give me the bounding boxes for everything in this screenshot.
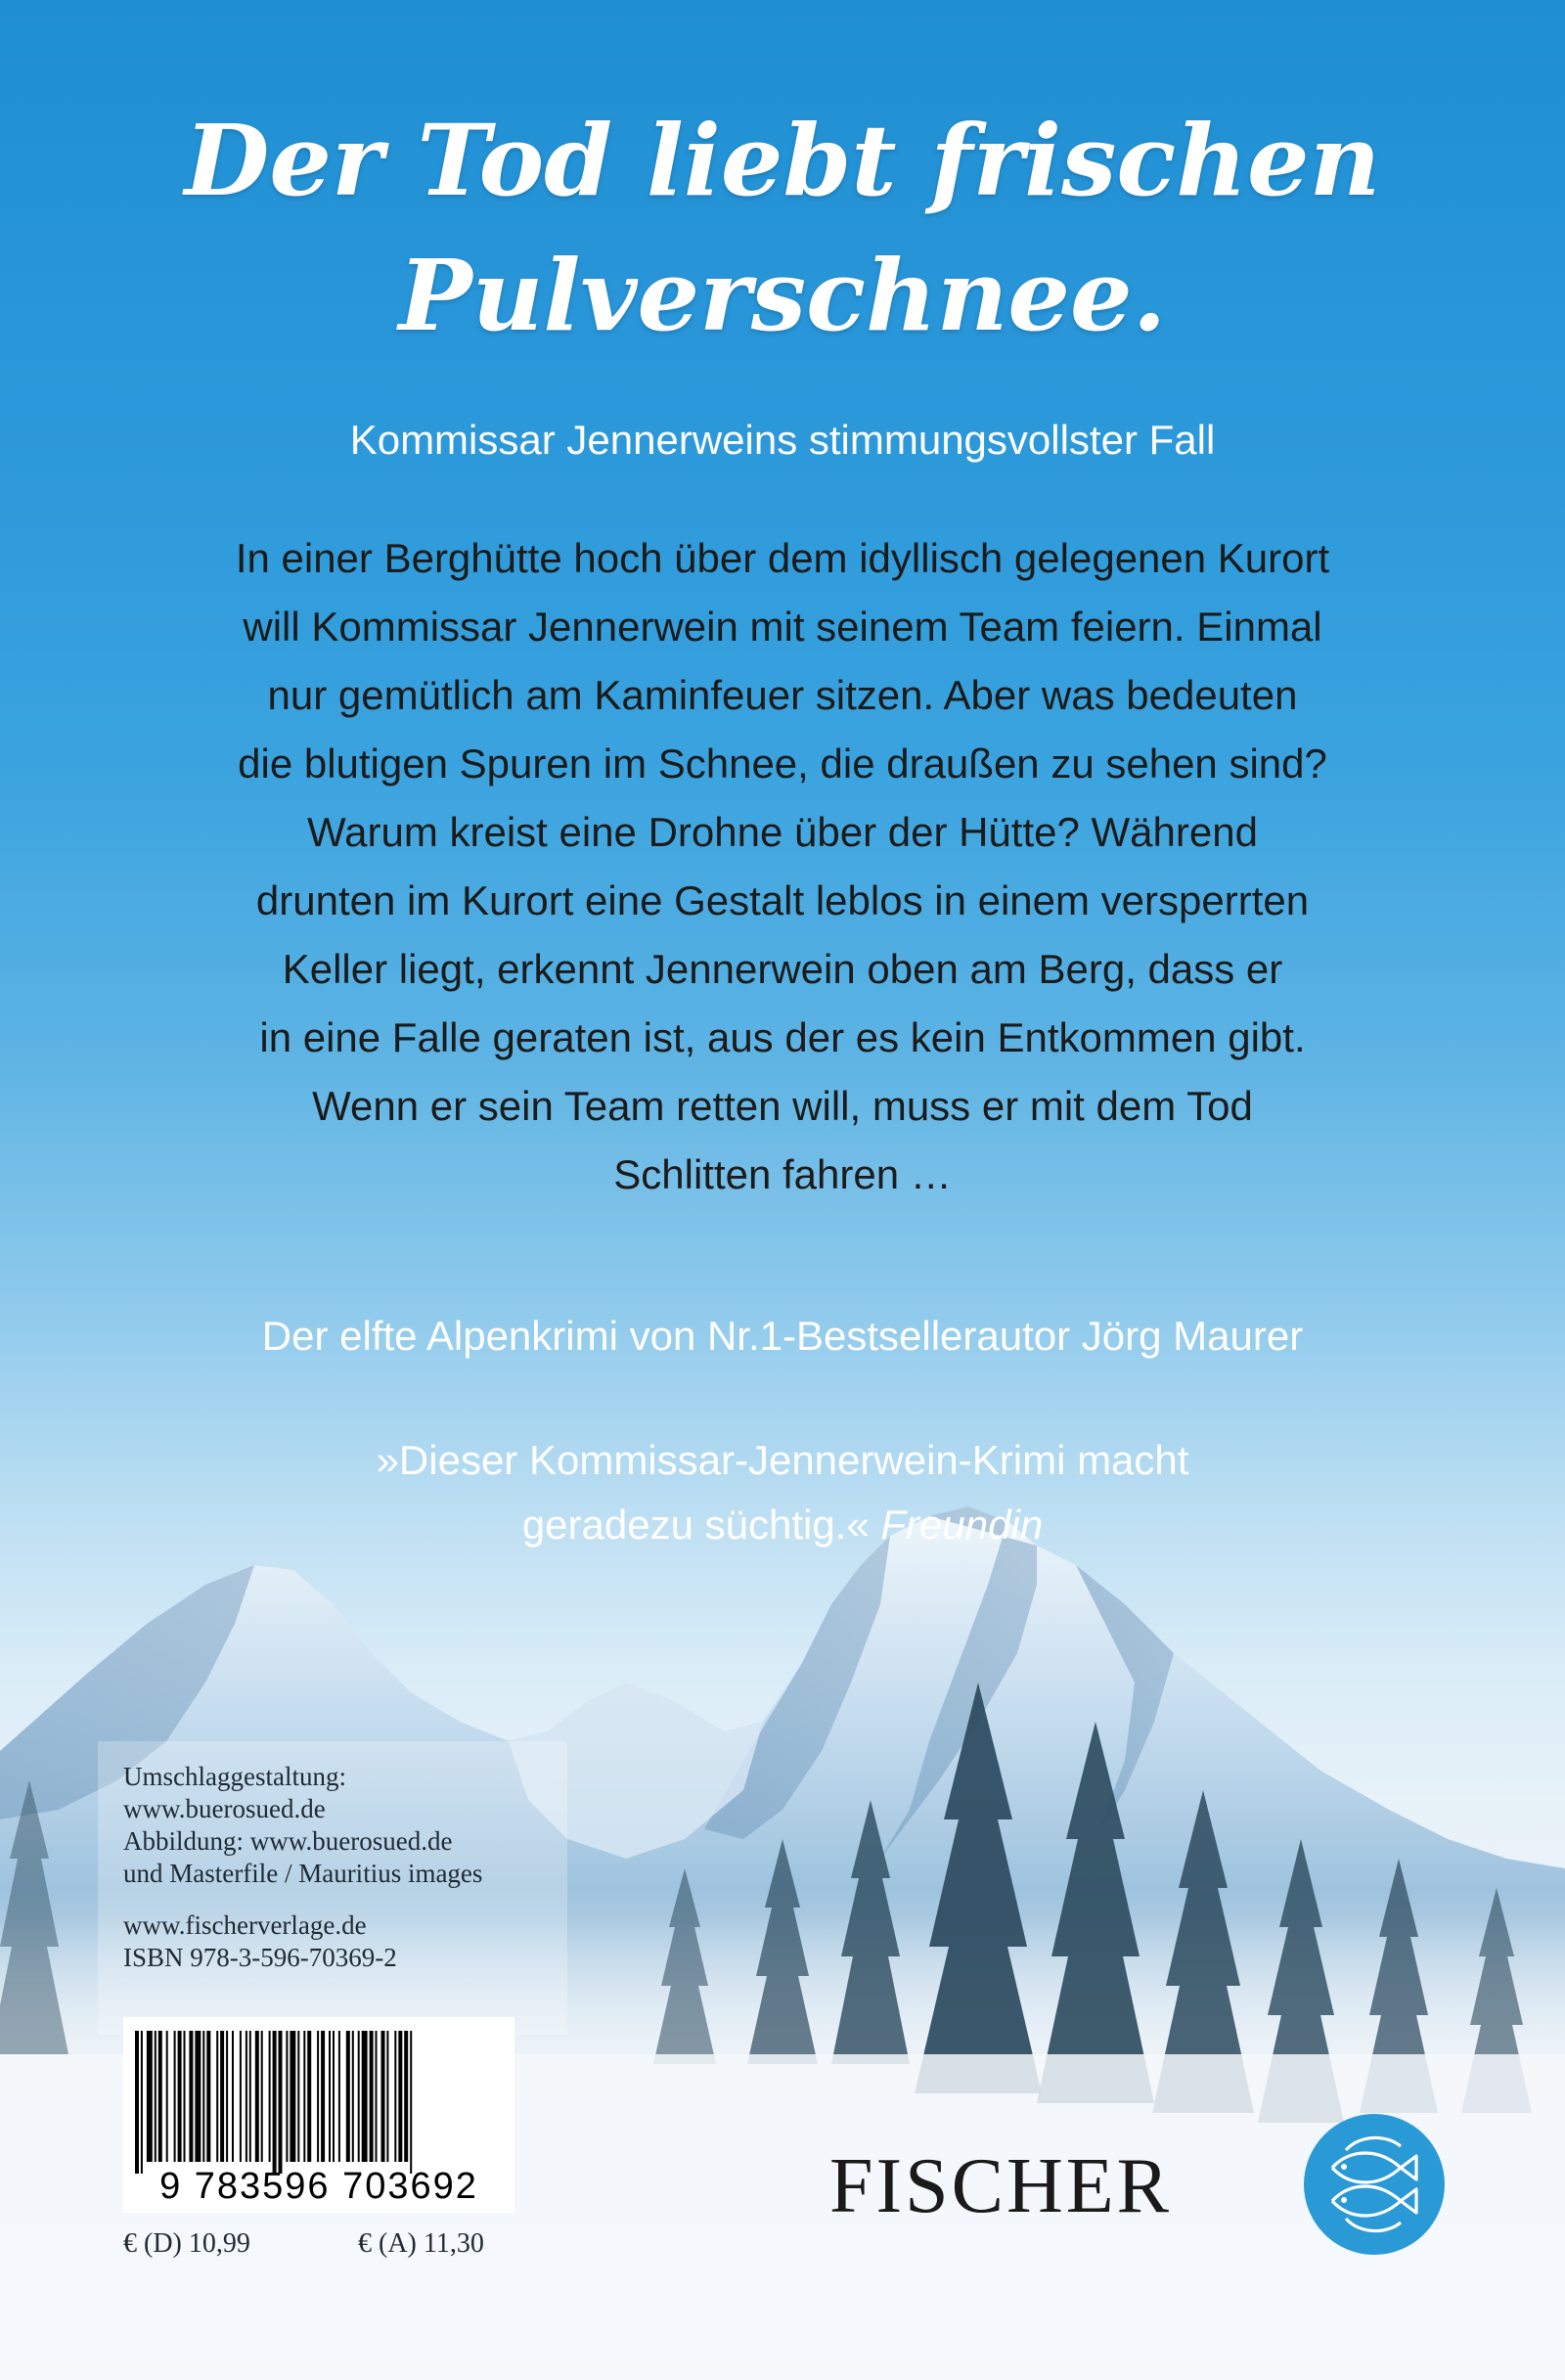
quote-text: geradezu süchtig.« (521, 1502, 870, 1548)
barcode-bar (166, 2031, 168, 2162)
isbn: ISBN 978-3-596-70369-2 (123, 1943, 397, 1972)
barcode-bar (317, 2031, 319, 2162)
barcode-bar (240, 2031, 242, 2162)
barcode-bar (362, 2031, 368, 2162)
headline-line: Pulverschnee. (398, 238, 1167, 353)
barcode-bar (189, 2031, 193, 2162)
image-credits (123, 1761, 482, 1974)
barcode-bar (141, 2031, 143, 2174)
price-austria: € (A) 11,30 (358, 2228, 484, 2259)
barcode-bar (261, 2031, 263, 2162)
barcode-bar (303, 2031, 305, 2162)
barcode-bar (174, 2031, 176, 2162)
blurb-line: Wenn er sein Team retten will, muss er mit dem Tod (312, 1083, 1253, 1129)
barcode-bar (158, 2031, 162, 2162)
blurb-line: drunten im Kurort eine Gestalt leblos in einem versperrten (255, 877, 1310, 923)
subtitle: Kommissar Jennerweins stimmungsvollster Fall (349, 417, 1216, 463)
blurb-line: will Kommissar Jennerwein mit seinem Team feiern. Einmal (243, 604, 1322, 650)
barcode-bar (220, 2031, 224, 2162)
publisher-name: FISCHER (829, 2143, 1172, 2229)
barcode-bar (216, 2031, 218, 2162)
review-quote (0, 1428, 1565, 1557)
barcode-bar (279, 2031, 283, 2174)
barcode-bar (352, 2031, 354, 2162)
headline-line: Der Tod liebt frischen (184, 103, 1381, 218)
barcode-bar (404, 2031, 408, 2162)
barcode-bar (307, 2031, 311, 2162)
blurb-line: Keller liegt, erkennt Jennerwein oben am Berg, dass er (282, 946, 1283, 992)
blurb-line: in eine Falle geraten ist, aus der es kein Entkommen gibt. (259, 1014, 1306, 1060)
barcode-bar (269, 2031, 271, 2162)
barcode-bar (333, 2031, 335, 2162)
blurb-line: Warum kreist eine Drohne über der Hütte? Während (307, 809, 1258, 855)
spacer (123, 1890, 482, 1909)
barcode-bar (358, 2031, 360, 2162)
barcode-digits: 9 783596 703692 (159, 2166, 478, 2207)
barcode-bar (329, 2031, 331, 2162)
blurb-text (117, 524, 1448, 1209)
barcode-bar (178, 2031, 182, 2162)
credit-line: www.buerosued.de (123, 1794, 326, 1823)
barcode-bar (398, 2031, 402, 2162)
barcode-bar (297, 2031, 299, 2162)
fischer-fish-logo-icon (1303, 2113, 1446, 2256)
barcode-bar (135, 2031, 139, 2174)
barcode-bar (206, 2031, 210, 2162)
barcode-bar (394, 2031, 396, 2162)
barcode-bar (195, 2031, 201, 2162)
barcode-bar (184, 2031, 186, 2162)
barcode-bar (381, 2031, 385, 2162)
barcode-bar (376, 2031, 378, 2162)
series-line: Der elfte Alpenkrimi von Nr.1-Bestsellerautor Jörg Maurer (261, 1313, 1304, 1359)
barcode-bar (286, 2031, 288, 2162)
barcode (123, 2017, 514, 2213)
barcode-bar (290, 2031, 295, 2162)
barcode-bar (226, 2031, 228, 2162)
barcode-bar (155, 2031, 156, 2162)
price-germany: € (D) 10,99 (123, 2228, 250, 2259)
barcode-bar (346, 2031, 350, 2162)
quote-line-1: »Dieser Kommissar-Jennerwein-Krimi macht (376, 1437, 1189, 1483)
credit-line: und Masterfile / Mauritius images (123, 1859, 483, 1888)
barcode-bar (232, 2031, 234, 2162)
barcode-bar (202, 2031, 204, 2162)
barcode-bar (249, 2031, 251, 2162)
barcode-bar (338, 2031, 340, 2162)
blurb-line: Schlitten fahren … (613, 1151, 952, 1197)
quote-source: Freundin (880, 1502, 1044, 1548)
barcode-bar (246, 2031, 247, 2162)
barcode-bar (255, 2031, 259, 2162)
credit-line: Umschlaggestaltung: (123, 1762, 346, 1791)
barcode-bar (386, 2031, 388, 2162)
barcode-bar (370, 2031, 374, 2162)
barcode-bar (147, 2031, 153, 2162)
quote-line-2 (0, 1493, 1565, 1557)
barcode-bar (410, 2031, 412, 2174)
blurb-line: die blutigen Spuren im Schnee, die draußen zu sehen sind? (238, 741, 1327, 786)
credit-line: Abbildung: www.buerosued.de (123, 1826, 453, 1856)
blurb-line: nur gemütlich am Kaminfeuer sitzen. Aber was bedeuten (267, 672, 1298, 718)
barcode-bar (321, 2031, 325, 2162)
publisher-website: www.fischerverlage.de (123, 1910, 367, 1940)
headline (0, 93, 1565, 363)
barcode-bar (273, 2031, 277, 2174)
blurb-line: In einer Berghütte hoch über dem idyllisch gelegenen Kurort (235, 535, 1330, 581)
